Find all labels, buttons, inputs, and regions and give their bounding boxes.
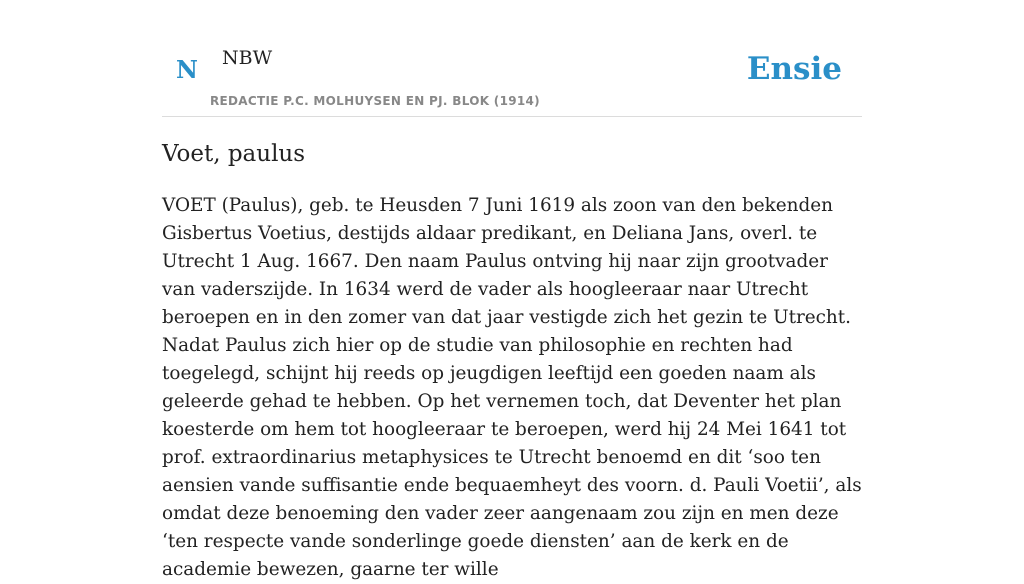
- source-logo: N: [176, 55, 198, 84]
- source-subtitle: REDACTIE P.C. MOLHUYSEN EN PJ. BLOK (1914): [210, 94, 540, 108]
- article-title: Voet, paulus: [162, 141, 306, 167]
- ensie-logo-link[interactable]: Ensie: [746, 51, 842, 87]
- article-body: VOET (Paulus), geb. te Heusden 7 Juni 1619 als zoon van den bekenden Gisbertus Voetius, destijds aldaar predikant, en Deliana Jans, overl. te Utrecht 1 Aug. 1667. Den naam Paulus ontving hij naar zijn grootvader van vaderszijde. In 1634 werd de vader als hoogleeraar naar Utrecht beroepen en in den zomer van dat jaar vestigde zich het gezin te Utrecht. Nadat Paulus zich hier op de studie van philosophie en rechten had toegelegd, schijnt hij reeds op jeugdigen leeftijd een goeden naam als geleerde gehad te hebben. Op het vernemen toch, dat Deventer het plan koesterde om hem tot hoogleeraar te beroepen, werd hij 24 Mei 1641 tot prof. extraordinarius metaphysices te Utrecht benoemd en dit ‘soo ten aensien vande suffisantie ende bequaemheyt des voorn. d. Pauli Voetii’, als omdat deze benoeming den vader zeer aangenaam zou zijn en men deze ‘ten respecte vande sonderlinge goede diensten’ aan de kerk en de academie bewezen, gaarne ter wille: [162, 195, 862, 580]
- source-name-link[interactable]: NBW: [222, 47, 273, 69]
- source-header: [162, 0, 862, 117]
